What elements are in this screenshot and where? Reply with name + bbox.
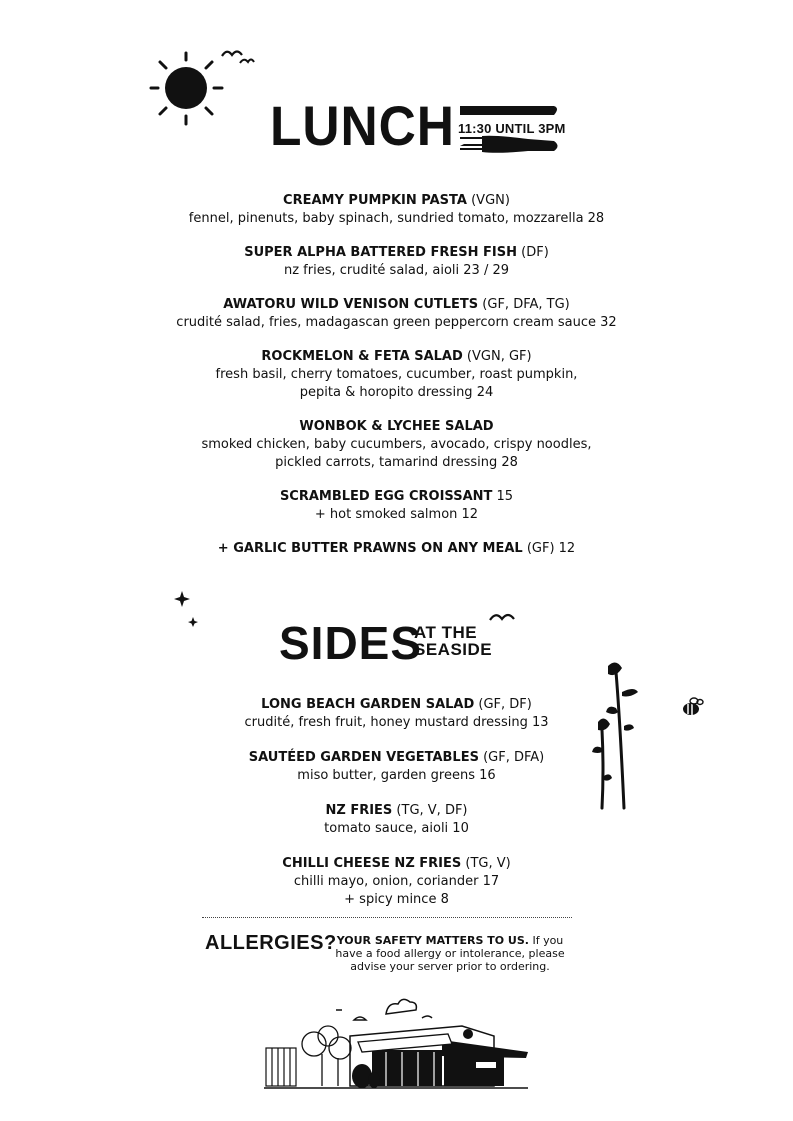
menu-item (0, 296, 793, 332)
item-tags: (GF) 12 (522, 541, 576, 556)
menu-item (0, 348, 793, 402)
allergies-heading: ALLERGIES? (205, 932, 337, 954)
item-desc: fennel, pinenuts, baby spinach, sundried tomato, mozzarella 28 (188, 211, 605, 226)
item-tags: (DF) (517, 245, 549, 260)
allergies-text: If you have a food allergy or intolerance, please advise your server prior to ordering. (335, 934, 565, 973)
sun-icon (148, 48, 228, 128)
item-desc: nz fries, crudité salad, aioli 23 / 29 (283, 263, 510, 278)
lunch-menu (0, 192, 793, 558)
item-tags: (VGN, GF) (462, 349, 532, 364)
item-desc: chilli mayo, onion, coriander 17 (293, 874, 500, 889)
item-name: CHILLI CHEESE NZ FRIES (282, 856, 462, 871)
item-desc: smoked chicken, baby cucumbers, avocado, crispy noodles, (201, 437, 592, 452)
menu-item (0, 696, 793, 732)
item-desc: miso butter, garden greens 16 (297, 768, 496, 783)
menu-item (0, 802, 793, 838)
menu-item (0, 540, 793, 558)
item-name: LONG BEACH GARDEN SALAD (261, 697, 475, 712)
restaurant-building-illustration (262, 996, 532, 1092)
item-name: SCRAMBLED EGG CROISSANT (279, 489, 493, 504)
sides-subheading (414, 624, 492, 658)
birds-icon (220, 46, 256, 68)
item-tags: (GF, DF) (474, 697, 532, 712)
item-desc: tomato sauce, aioli 10 (324, 821, 469, 836)
sides-subheading-line1: AT THE (414, 623, 478, 642)
menu-item (0, 244, 793, 280)
menu-item (0, 488, 793, 524)
item-name: SAUTÉED GARDEN VEGETABLES (248, 750, 479, 765)
menu-item (0, 418, 793, 472)
item-name: ROCKMELON & FETA SALAD (261, 349, 463, 364)
item-name: + GARLIC BUTTER PRAWNS ON ANY MEAL (217, 541, 523, 556)
menu-item (0, 749, 793, 785)
item-tags: (GF, DFA, TG) (478, 297, 570, 312)
item-desc: crudité salad, fries, madagascan green peppercorn cream sauce 32 (176, 315, 617, 330)
lunch-heading: LUNCH (270, 94, 455, 157)
item-name: CREAMY PUMPKIN PASTA (283, 193, 467, 208)
item-desc: + spicy mince 8 (344, 892, 449, 907)
divider (202, 917, 572, 918)
sides-heading: SIDES (279, 617, 423, 669)
sparkle-icon (174, 589, 202, 631)
allergies-bold: YOUR SAFETY MATTERS TO US. (336, 934, 529, 947)
item-tags: (TG, V) (461, 856, 511, 871)
item-tags: (VGN) (466, 193, 510, 208)
menu-item (0, 192, 793, 228)
item-desc: crudité, fresh fruit, honey mustard dressing 13 (244, 715, 549, 730)
item-desc: + hot smoked salmon 12 (314, 507, 479, 522)
birds-icon (488, 610, 516, 624)
lunch-hours: 11:30 UNTIL 3PM (458, 121, 566, 136)
item-name: SUPER ALPHA BATTERED FRESH FISH (244, 245, 518, 260)
item-tags: (TG, V, DF) (392, 803, 468, 818)
item-tags: 15 (492, 489, 514, 504)
item-desc: pickled carrots, tamarind dressing 28 (275, 455, 518, 470)
item-tags: (GF, DFA) (478, 750, 545, 765)
item-desc: pepita & horopito dressing 24 (299, 385, 494, 400)
allergies-notice (332, 934, 568, 973)
menu-item (0, 855, 793, 909)
item-desc: fresh basil, cherry tomatoes, cucumber, roast pumpkin, (215, 367, 578, 382)
sides-subheading-line2: SEASIDE (414, 640, 493, 659)
item-name: WONBOK & LYCHEE SALAD (299, 419, 494, 434)
item-name: NZ FRIES (325, 803, 393, 818)
sides-menu (0, 696, 793, 909)
item-name: AWATORU WILD VENISON CUTLETS (223, 297, 479, 312)
